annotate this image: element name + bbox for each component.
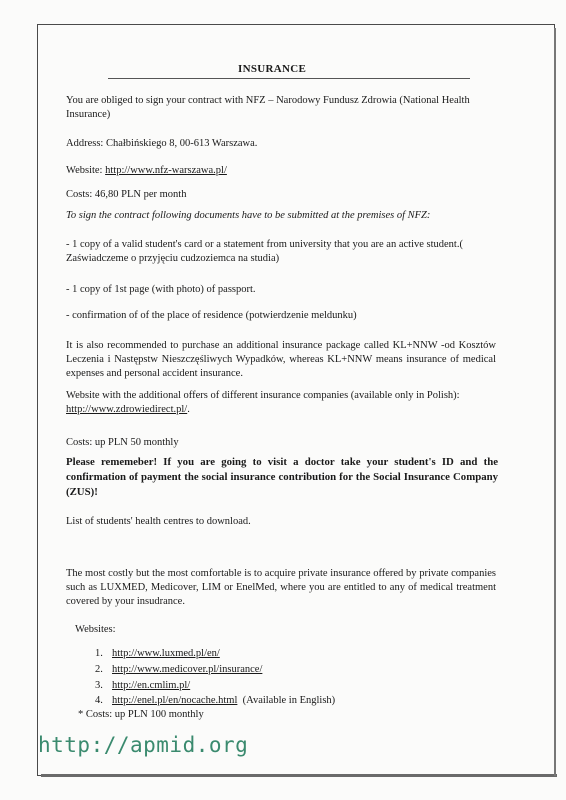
requirement-item-2: - 1 copy of 1st page (with photo) of passport. bbox=[66, 284, 256, 295]
document-title: INSURANCE bbox=[238, 63, 307, 75]
websites-label: Websites: bbox=[75, 624, 116, 635]
intro-paragraph: You are obliged to sign your contract with NFZ – Narodowy Fundusz Zdrowia (National Health Insurance) bbox=[66, 95, 470, 120]
offers-text: Website with the additional offers of different insurance companies (available only in Polish): bbox=[66, 390, 460, 401]
costs-line: Costs: 46,80 PLN per month bbox=[66, 189, 187, 200]
offers-paragraph bbox=[66, 389, 496, 417]
private-insurance-paragraph: The most costly but the most comfortable is to acquire private insurance offered by private companies such as LUXMED, Medicover, LIM or EnelMed, where you are entitled to any of medical treatment covered by your insudrance. bbox=[66, 568, 496, 607]
zdrowiedirect-link[interactable]: http://www.zdrowiedirect.pl/ bbox=[66, 404, 188, 415]
requirement-item-1: - 1 copy of a valid student's card or a statement from university that you are an active student.( Zaświadczeme o przyjęciu cudzoziemca na studia) bbox=[66, 239, 463, 264]
health-centres-line: List of students' health centres to download. bbox=[66, 516, 251, 527]
list-number: 1. bbox=[95, 648, 103, 659]
documents-heading: To sign the contract following documents have to be submitted at the premises of NFZ: bbox=[66, 210, 431, 221]
website-list-item bbox=[95, 694, 335, 708]
website-label: Website: bbox=[66, 165, 106, 176]
offers-link-suffix: . bbox=[187, 404, 190, 415]
website-list-item bbox=[95, 663, 262, 677]
list-number: 2. bbox=[95, 664, 103, 675]
list-number: 3. bbox=[95, 680, 103, 691]
website-line bbox=[66, 164, 496, 178]
enel-link[interactable]: http://enel.pl/en/nocache.html bbox=[112, 695, 238, 706]
website-list-item bbox=[95, 679, 190, 693]
reminder-paragraph: Please rememeber! If you are going to visit a doctor take your student's ID and the confirmation of payment the social insurance contribution for the Social Insurance Company (ZUS)! bbox=[66, 456, 498, 498]
title-rule bbox=[108, 78, 470, 79]
enel-note: (Available in English) bbox=[237, 695, 336, 706]
costs-line-3: * Costs: up PLN 100 monthly bbox=[78, 709, 204, 720]
cmlim-link[interactable]: http://en.cmlim.pl/ bbox=[112, 680, 191, 691]
costs-line-2: Costs: up PLN 50 monthly bbox=[66, 437, 179, 448]
page-border-shadow-bottom bbox=[41, 774, 557, 777]
watermark-text: http://apmid.org bbox=[38, 733, 249, 757]
website-list-item bbox=[95, 647, 220, 661]
address-line: Address: Chałbińskiego 8, 00-613 Warszawa. bbox=[66, 138, 258, 149]
page-border-shadow-right bbox=[554, 28, 556, 776]
list-number: 4. bbox=[95, 695, 103, 706]
requirement-item-3: - confirmation of of the place of residence (potwierdzenie meldunku) bbox=[66, 310, 357, 321]
nfz-website-link[interactable]: http://www.nfz-warszawa.pl/ bbox=[105, 165, 227, 176]
medicover-link[interactable]: http://www.medicover.pl/insurance/ bbox=[112, 664, 263, 675]
luxmed-link[interactable]: http://www.luxmed.pl/en/ bbox=[112, 648, 220, 659]
additional-insurance-paragraph: It is also recommended to purchase an additional insurance package called KL+NNW -od Kosztów Leczenia i Następstw Nieszczęśliwych Wypadków, whereas KL+NNW means insurance of medical expenses and personal accident insurance. bbox=[66, 340, 496, 379]
